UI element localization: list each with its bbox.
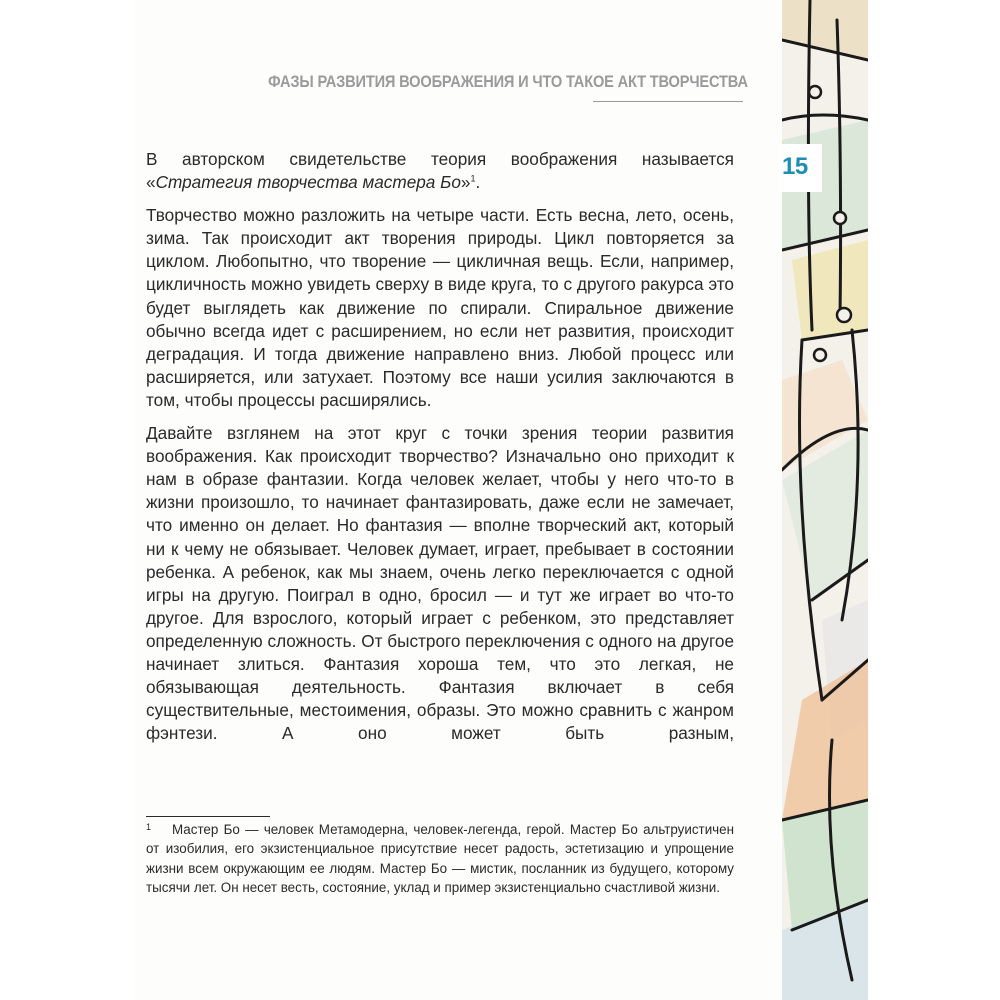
footnote-divider [146,816,270,817]
footnote [146,820,734,897]
paragraph-3: Давайте взглянем на этот круг с точки зрения теории развития воображения. Как происходит творчество? Изначально оно приходит к нам в образе фантазии. Когда человек желает, чтобы у него что-то в жизни произошло, то начинает фантазировать, даже если не замечает, что именно он делает. Но фантазия — вполне творческий акт, который ни к чему не обязывает. Человек думает, играет, пребывает в состоянии ребенка. А ребенок, как мы знаем, очень легко переключается с одной игры на другую. Поиграл в одно, бросил — и тут же играет во что-то другое. Для взрослого, который играет с ребенком, это представляет определенную сложность. От быстрого переключения с одного на другое начинает злиться. Фантазия хороша тем, что это легкая, не обязывающая деятельность. Фантазия включает в себя существительные, местоимения, образы. Это можно сравнить с жанром фэнтези. А оно может быть разным, [146,423,734,744]
page-number: 15 [782,153,808,180]
running-head: ФАЗЫ РАЗВИТИЯ ВООБРАЖЕНИЯ И ЧТО ТАКОЕ АКТ ТВОРЧЕСТВА [268,72,748,91]
paragraph-1-lead: В авторском свидетельстве теория воображения называется « [146,149,734,193]
italic-title: Стратегия творчества мастера Бо [155,172,461,193]
footnote-reference[interactable]: 1 [470,173,476,184]
running-head-underline [593,101,743,102]
paragraph-1 [146,148,734,194]
paragraph-1-end: . [475,172,481,193]
footnote-number: 1 [146,822,152,832]
paragraph-2: Творчество можно разложить на четыре части. Есть весна, лето, осень, зима. Так происходит акт творения природы. Цикл повторяется за циклом. Любопытно, что творение — цикличная вещь. Если, например, цикличность можно увидеть сверху в виде круга, то с другого ракурса это будет выглядеть как движение по спирали. Спиральное движение обычно всегда идет с расширением, но если нет развития, происходит деградация. И тогда движение направлено вниз. Любой процесс или расширяется, или затухает. Поэтому все наши усилия заключаются в том, чтобы процессы расширялись. [146,205,734,410]
closing-quote: » [460,172,471,193]
footnote-text: Мастер Бо — человек Метамодерна, человек-легенда, герой. Мастер Бо альтруистичен от изобилия, его экзистенциальное присутствие несет радость, эстетизацию и упрощение жизни всем окружающим ее людям. Мастер Бо — мистик, посланник из будущего, которому тысячи лет. Он несет весть, состояние, уклад и пример экзистенциально счастливой жизни. [146,822,734,895]
body-text [146,148,734,755]
